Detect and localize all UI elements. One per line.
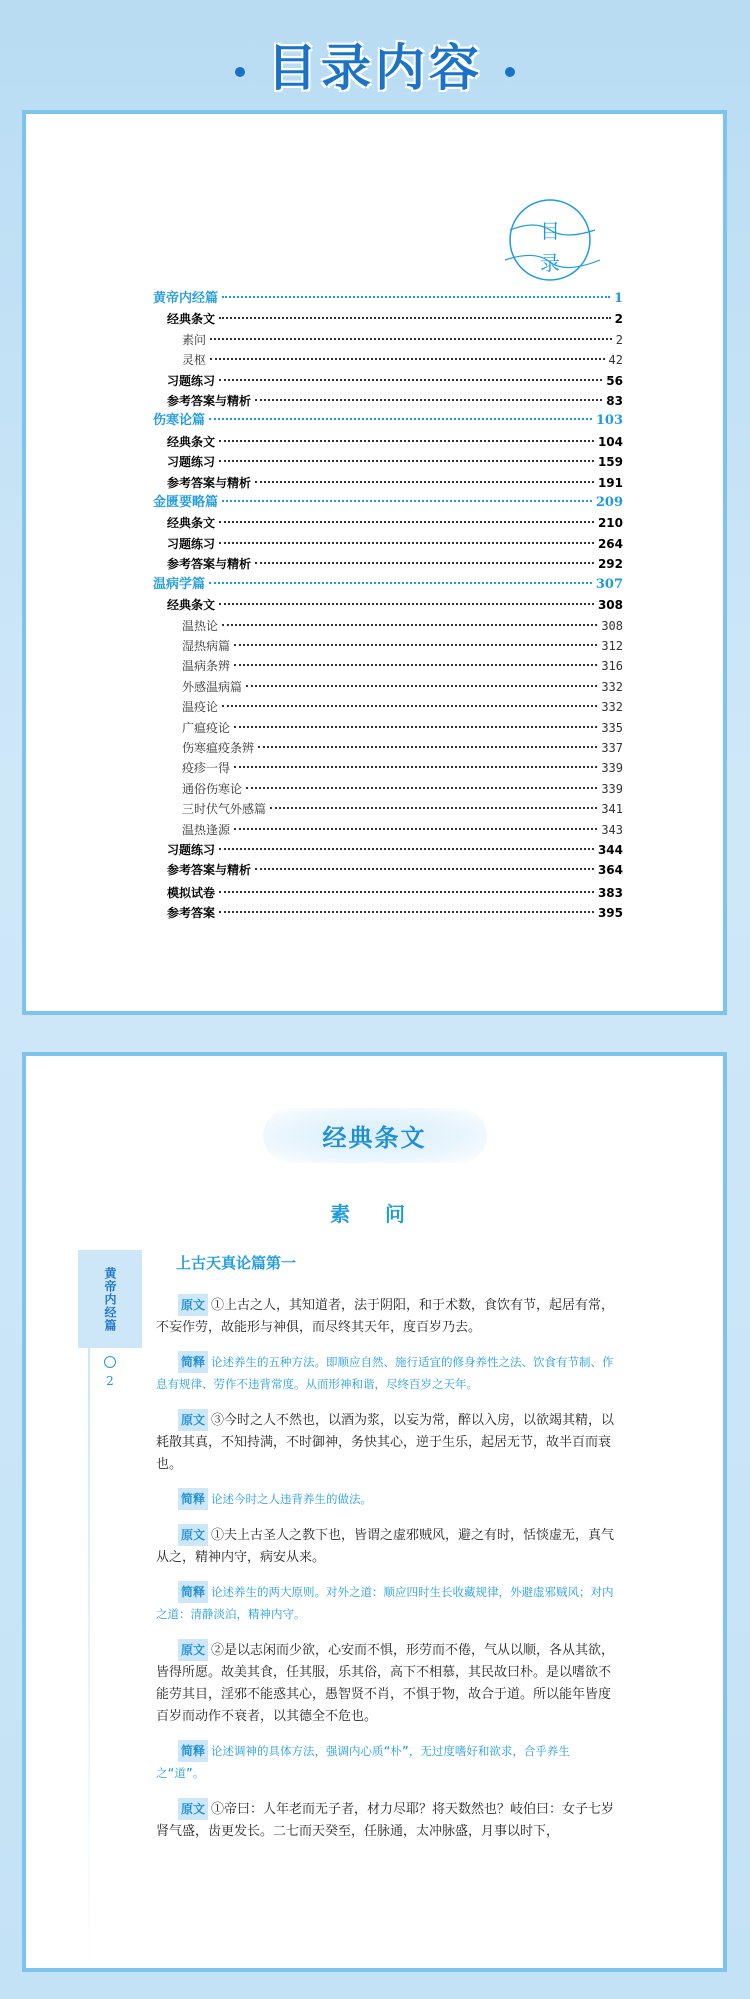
toc-label: 经典条文: [167, 312, 216, 327]
toc-leader: [255, 481, 594, 483]
chapter-title: 上古天真论篇第一: [176, 1254, 297, 1272]
toc-page: 103: [595, 413, 623, 429]
header-title: [0, 28, 750, 100]
toc-leader: [246, 787, 597, 789]
toc-row[interactable]: [153, 779, 623, 799]
content-card: [22, 1052, 727, 1972]
toc-leader: [222, 500, 592, 502]
explanation-paragraph: [156, 1488, 616, 1510]
toc-page: 191: [597, 475, 623, 490]
toc-badge-char-2: 录: [540, 251, 560, 275]
paragraph-tag: 原文: [178, 1639, 208, 1661]
toc-row[interactable]: [153, 677, 623, 697]
toc-row[interactable]: [153, 513, 623, 533]
toc-page: 341: [601, 802, 623, 817]
toc-leader: [258, 746, 597, 748]
toc-page: 339: [601, 761, 623, 776]
toc-page: 332: [601, 700, 623, 715]
toc-page: 56: [606, 373, 623, 388]
toc-label: 习题练习: [167, 373, 216, 388]
dot-icon: [235, 67, 245, 77]
toc-label: 参考答案与精析: [167, 394, 252, 409]
toc-leader: [222, 624, 597, 626]
paragraph-text: 论述今时之人违背养生的做法。: [211, 1492, 373, 1506]
toc-label: 经典条文: [167, 516, 216, 531]
toc-page: 364: [597, 863, 623, 878]
toc-page: 343: [601, 822, 623, 837]
toc-badge-char-1: 目: [540, 219, 560, 243]
toc-row[interactable]: [153, 554, 623, 574]
explanation-paragraph: [156, 1740, 616, 1784]
toc-label: 温病学篇: [153, 576, 206, 592]
toc-leader: [255, 868, 594, 870]
body-text: [156, 1294, 616, 1855]
toc-page: 83: [606, 394, 623, 409]
toc-leader: [219, 603, 594, 605]
toc-leader: [219, 440, 594, 442]
toc-label: 经典条文: [167, 434, 216, 449]
explanation-paragraph: [156, 1351, 616, 1395]
toc-row[interactable]: [153, 860, 623, 880]
original-text-paragraph: [156, 1639, 616, 1728]
toc-label: 伤寒瘟疫条辨: [182, 740, 255, 755]
paragraph-text: 论述调神的具体方法，强调内心质“朴”，无过度嗜好和欲求，合乎养生之“道”。: [156, 1744, 570, 1780]
toc-row[interactable]: [153, 697, 623, 717]
toc-leader: [210, 338, 612, 340]
toc-label: 温热逢源: [182, 822, 231, 837]
toc-page: 292: [597, 557, 623, 572]
paragraph-text: ①帝曰：人年老而无子者，材力尽耶？将天数然也？岐伯曰：女子七岁肾气盛，齿更发长。二七而天癸至，任脉通，太冲脉盛，月事以时下，: [156, 1802, 615, 1839]
toc-label: 广瘟疫论: [182, 720, 231, 735]
toc-row[interactable]: [153, 452, 623, 472]
paragraph-tag: 简释: [178, 1740, 208, 1762]
toc-page: 308: [601, 618, 623, 633]
toc-page: 337: [601, 740, 623, 755]
toc-row[interactable]: [153, 432, 623, 452]
paragraph-tag: 原文: [178, 1294, 208, 1316]
toc-label: 习题练习: [167, 842, 216, 857]
section-heading: 素 问: [330, 1202, 419, 1226]
toc-leader: [234, 828, 597, 830]
toc-leader: [234, 726, 597, 728]
toc-page: 335: [601, 720, 623, 735]
toc-page: 344: [597, 842, 623, 857]
toc-leader: [255, 399, 602, 401]
toc-label: 参考答案: [167, 906, 216, 921]
original-text-paragraph: [156, 1409, 616, 1476]
toc-row[interactable]: [153, 840, 623, 860]
toc-page: 332: [601, 679, 623, 694]
toc-label: 通俗伤寒论: [182, 781, 243, 796]
paragraph-tag: 原文: [178, 1524, 208, 1546]
toc-leader: [222, 705, 597, 707]
dot-icon: [505, 67, 515, 77]
toc-row[interactable]: [153, 493, 623, 513]
toc-page: 42: [608, 353, 623, 368]
page-title-text: 经典条文: [263, 1108, 487, 1163]
toc-row[interactable]: [153, 903, 623, 923]
paragraph-tag: 简释: [178, 1488, 208, 1510]
toc-label: 温病条辨: [182, 659, 231, 674]
toc-leader: [222, 296, 610, 298]
toc-page: 264: [597, 536, 623, 551]
paragraph-tag: 原文: [178, 1798, 208, 1820]
toc-label: 黄帝内经篇: [153, 291, 219, 306]
paragraph-text: 论述养生的两大原则。对外之道：顺应四时生长收藏规律，外避虚邪贼风；对内之道：清静淡泊，精神内守。: [156, 1585, 614, 1621]
toc-leader: [270, 807, 597, 809]
toc-leader: [219, 911, 594, 913]
side-tab: 黄帝内经篇: [78, 1250, 142, 1348]
toc-label: 温疫论: [182, 700, 219, 715]
toc-leader: [246, 685, 597, 687]
toc-leader: [219, 460, 594, 462]
toc-page: 312: [601, 638, 623, 653]
toc-row[interactable]: [153, 883, 623, 903]
circle-icon: [104, 1356, 116, 1368]
paragraph-text: ①上古之人，其知道者，法于阴阳，和于术数，食饮有节，起居有常，不妄作劳，故能形与神俱，而尽终其天年，度百岁乃去。: [156, 1298, 615, 1335]
toc-row[interactable]: [153, 758, 623, 778]
toc-row[interactable]: [153, 656, 623, 676]
toc-row[interactable]: [153, 799, 623, 819]
toc-page: 2: [615, 332, 623, 347]
toc-row[interactable]: [153, 636, 623, 656]
header-title-text: 目录内容: [267, 39, 483, 97]
toc-row[interactable]: [153, 473, 623, 493]
toc-list: [153, 289, 623, 924]
toc-label: 金匮要略篇: [153, 495, 219, 511]
toc-card: [22, 110, 727, 1015]
toc-leader: [219, 379, 602, 381]
toc-label: 湿热病篇: [182, 638, 231, 653]
toc-row[interactable]: [153, 289, 623, 309]
toc-row[interactable]: [153, 391, 623, 411]
toc-label: 素问: [182, 332, 207, 347]
toc-label: 参考答案与精析: [167, 557, 252, 572]
explanation-paragraph: [156, 1581, 616, 1625]
toc-leader: [219, 542, 594, 544]
toc-row[interactable]: [153, 616, 623, 636]
toc-label: 疫疹一得: [182, 761, 231, 776]
toc-leader: [219, 521, 594, 523]
toc-label: 习题练习: [167, 536, 216, 551]
side-divider: [88, 1348, 90, 1968]
toc-leader: [219, 891, 594, 893]
toc-page: 307: [595, 576, 623, 592]
original-text-paragraph: [156, 1294, 616, 1339]
toc-page: 316: [601, 659, 623, 674]
paragraph-text: ②是以志闲而少欲，心安而不惧，形劳而不倦，气从以顺，各从其欲，皆得所愿。故美其食，任其服，乐其俗，高下不相慕，其民故曰朴。是以嗜欲不能劳其目，淫邪不能惑其心，愚智贤不肖，不惧于物，故合于道。所以能年皆度百岁而动作不衰者，以其德全不危也。: [156, 1643, 615, 1724]
paragraph-text: ③今时之人不然也，以酒为浆，以妄为常，醉以入房，以欲竭其精，以耗散其真，不知持满，不时御神，务快其心，逆于生乐，起居无节，故半百而衰也。: [156, 1413, 615, 1472]
toc-row[interactable]: [153, 350, 623, 370]
toc-label: 参考答案与精析: [167, 863, 252, 878]
toc-row[interactable]: [153, 595, 623, 615]
toc-page: 159: [597, 455, 623, 470]
toc-leader: [219, 317, 611, 319]
toc-row[interactable]: [153, 534, 623, 554]
toc-page: 209: [595, 495, 623, 511]
toc-row[interactable]: [153, 575, 623, 595]
paragraph-tag: 简释: [178, 1351, 208, 1373]
toc-page: 104: [597, 434, 623, 449]
toc-leader: [255, 562, 594, 564]
toc-leader: [234, 644, 597, 646]
toc-leader: [234, 766, 597, 768]
toc-page: 339: [601, 781, 623, 796]
toc-label: 三时伏气外感篇: [182, 802, 267, 817]
toc-page: 395: [597, 906, 623, 921]
toc-badge-icon: [495, 190, 605, 300]
page-title: [26, 1108, 723, 1163]
toc-row[interactable]: [153, 820, 623, 840]
toc-leader: [210, 358, 605, 360]
paragraph-text: ①夫上古圣人之教下也，皆谓之虚邪贼风，避之有时，恬惔虚无，真气从之，精神内守，病安从来。: [156, 1528, 615, 1565]
toc-row[interactable]: [153, 411, 623, 431]
toc-leader: [234, 664, 597, 666]
toc-label: 外感温病篇: [182, 679, 243, 694]
original-text-paragraph: [156, 1524, 616, 1569]
toc-page: 2: [614, 312, 623, 327]
toc-label: 参考答案与精析: [167, 475, 252, 490]
toc-page: 1: [613, 291, 623, 306]
toc-row[interactable]: [153, 330, 623, 350]
toc-label: 温热论: [182, 618, 219, 633]
toc-label: 习题练习: [167, 455, 216, 470]
toc-label: 伤寒论篇: [153, 413, 206, 429]
toc-page: 210: [597, 516, 623, 531]
original-text-paragraph: [156, 1798, 616, 1843]
paragraph-tag: 简释: [178, 1581, 208, 1603]
toc-leader: [209, 418, 592, 420]
toc-page: 308: [597, 598, 623, 613]
page-header: [0, 0, 750, 105]
toc-row[interactable]: [153, 738, 623, 758]
toc-row[interactable]: [153, 371, 623, 391]
paragraph-tag: 原文: [178, 1409, 208, 1431]
toc-label: 经典条文: [167, 598, 216, 613]
toc-label: 灵枢: [182, 353, 207, 368]
toc-row[interactable]: [153, 309, 623, 329]
toc-leader: [209, 582, 592, 584]
toc-leader: [219, 848, 594, 850]
page-number: 2: [106, 1374, 114, 1388]
toc-row[interactable]: [153, 718, 623, 738]
toc-label: 模拟试卷: [167, 885, 216, 900]
paragraph-text: 论述养生的五种方法。即顺应自然、施行适宜的修身养性之法、饮食有节制、作息有规律、劳作不违背常度。从而形神和谐，尽终百岁之天年。: [156, 1355, 614, 1391]
toc-page: 383: [597, 885, 623, 900]
